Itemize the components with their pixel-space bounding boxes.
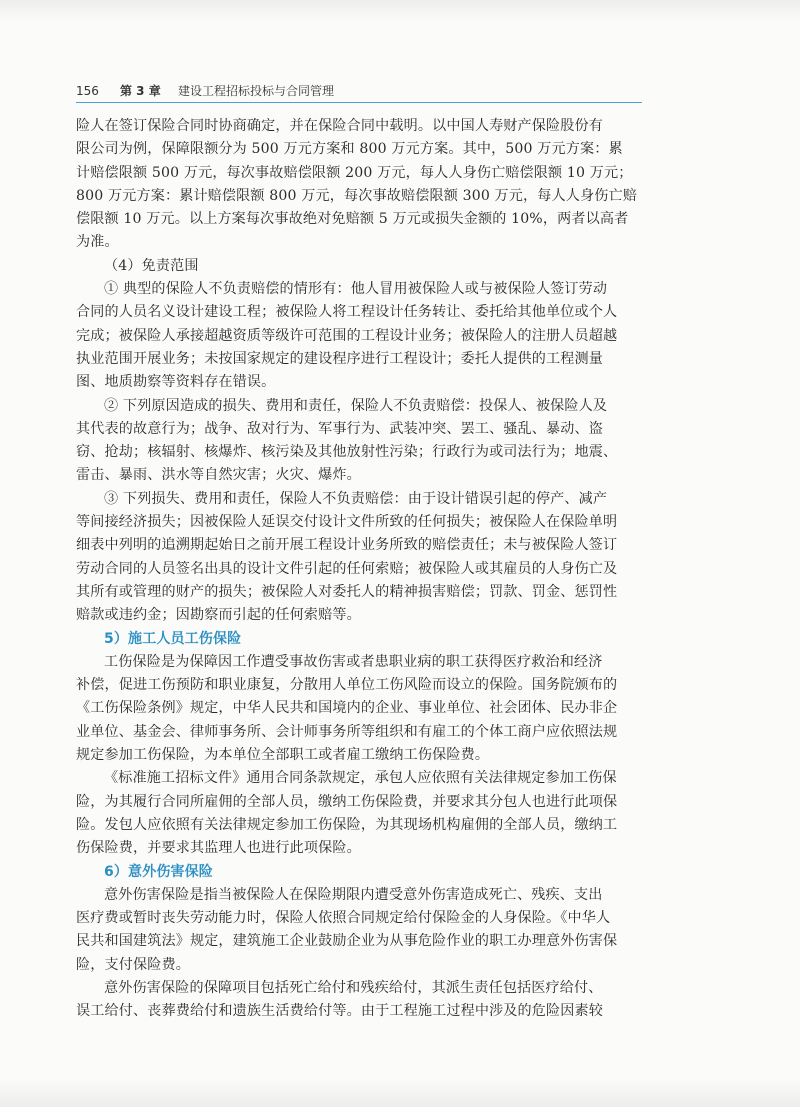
text-line: 完成；被保险人承接超越资质等级许可范围的工程设计业务；被保险人的注册人员超越 <box>76 327 618 344</box>
text-line: 图、地质勘察等资料存在错误。 <box>76 374 276 391</box>
text-line: 意外伤害保险的保障项目包括死亡给付和残疾给付，其派生责任包括医疗给付、 <box>104 979 603 996</box>
text-line: 民共和国建筑法》规定，建筑施工企业鼓励企业为从事危险作业的职工办理意外伤害保 <box>76 933 618 950</box>
text-line: 计赔偿限额 500 万元，每次事故赔偿限额 200 万元，每人人身伤亡赔偿限额 10 万元； <box>76 164 633 181</box>
page-number: 156 <box>76 84 99 98</box>
text-line: 赔款或违约金；因勘察而引起的任何索赔等。 <box>76 607 361 624</box>
text-line: 《工伤保险条例》规定，中华人民共和国境内的企业、事业单位、社会团体、民办非企 <box>76 700 618 717</box>
text-line: 《标准施工招标文件》通用合同条款规定，承包人应依照有关法律规定参加工伤保 <box>104 770 617 787</box>
text-line: 工伤保险是为保障因工作遭受事故伤害或者患职业病的职工获得医疗救治和经济 <box>104 653 603 670</box>
text-line: 险，为其履行合同所雇佣的全部人员，缴纳工伤保险费，并要求其分包人也进行此项保 <box>76 793 618 810</box>
chapter-label: 第 3 章 <box>120 84 161 98</box>
section-heading: 6）意外伤害保险 <box>104 863 213 880</box>
text-line: 雷击、暴雨、洪水等自然灾害；火灾、爆炸。 <box>76 467 361 484</box>
text-line: 执业范围开展业务；未按国家规定的建设程序进行工程设计；委托人提供的工程测量 <box>76 350 604 367</box>
text-line: 限公司为例，保障限额分为 500 万元方案和 800 万元方案。其中，500 万元方案：累 <box>76 141 623 158</box>
section-heading: 5）施工人员工伤保险 <box>104 630 242 647</box>
text-line: 误工给付、丧葬费给付和遗族生活费给付等。由于工程施工过程中涉及的危险因素较 <box>76 1003 604 1020</box>
text-line: 业单位、基金会、律师事务所、会计师事务所等组织和有雇工的个体工商户应依照法规 <box>76 723 618 740</box>
text-line: 细表中列明的追溯期起始日之前开展工程设计业务所致的赔偿责任；未与被保险人签订 <box>76 537 618 554</box>
text-line: （4）免责范围 <box>104 257 199 274</box>
text-line: 补偿，促进工伤预防和职业康复，分散用人单位工伤风险而设立的保险。国务院颁布的 <box>76 677 618 694</box>
text-line: 险。发包人应依照有关法律规定参加工伤保险，为其现场机构雇佣的全部人员，缴纳工 <box>76 816 618 833</box>
chapter-title: 建设工程招标投标与合同管理 <box>178 84 335 98</box>
text-line: 窃、抢劫；核辐射、核爆炸、核污染及其他放射性污染；行政行为或司法行为；地震、 <box>76 444 618 461</box>
text-line: 为准。 <box>76 234 119 251</box>
scan-edge-top <box>0 0 800 22</box>
text-line: 800 万元方案：累计赔偿限额 800 万元，每次事故赔偿限额 300 万元，每人人身伤亡赔 <box>76 187 637 204</box>
body-text <box>76 115 642 1024</box>
text-line: ③ 下列损失、费用和责任，保险人不负责赔偿：由于设计错误引起的停产、减产 <box>104 490 608 507</box>
text-line: 劳动合同的人员签名出具的设计文件引起的任何索赔；被保险人或其雇员的人身伤亡及 <box>76 560 618 577</box>
text-line: 险人在签订保险合同时协商确定，并在保险合同中载明。以中国人寿财产保险股份有 <box>76 118 604 134</box>
text-line: 合同的人员名义设计建设工程；被保险人将工程设计任务转让、委托给其他单位或个人 <box>76 304 618 321</box>
text-line: 规定参加工伤保险，为本单位全部职工或者雇工缴纳工伤保险费。 <box>76 747 490 764</box>
text-line: 伤保险费，并要求其监理人也进行此项保险。 <box>76 840 361 857</box>
text-line: ② 下列原因造成的损失、费用和责任，保险人不负责赔偿：投保人、被保险人及 <box>104 397 608 414</box>
text-line: 其所有或管理的财产的损失；被保险人对委托人的精神损害赔偿；罚款、罚金、惩罚性 <box>76 583 618 600</box>
text-line: 其代表的故意行为；战争、敌对行为、军事行为、武装冲突、罢工、骚乱、暴动、盗 <box>76 420 604 437</box>
scan-edge-bottom <box>0 1078 800 1107</box>
text-line: 险，支付保险费。 <box>76 956 190 973</box>
text-line: 等间接经济损失；因被保险人延误交付设计文件所致的任何损失；被保险人在保险单明 <box>76 514 618 531</box>
header-rule <box>76 102 642 103</box>
running-header <box>76 82 642 100</box>
text-line: 偿限额 10 万元。以上方案每次事故绝对免赔额 5 万元或损失金额的 10%，两者以高者 <box>76 211 629 228</box>
text-line: 意外伤害保险是指当被保险人在保险期限内遭受意外伤害造成死亡、残疾、支出 <box>104 886 603 903</box>
text-line: ① 典型的保险人不负责赔偿的情形有：他人冒用被保险人或与被保险人签订劳动 <box>104 281 608 298</box>
text-line: 医疗费或暂时丧失劳动能力时，保险人依照合同规定给付保险金的人身保险。《中华人 <box>76 910 611 927</box>
